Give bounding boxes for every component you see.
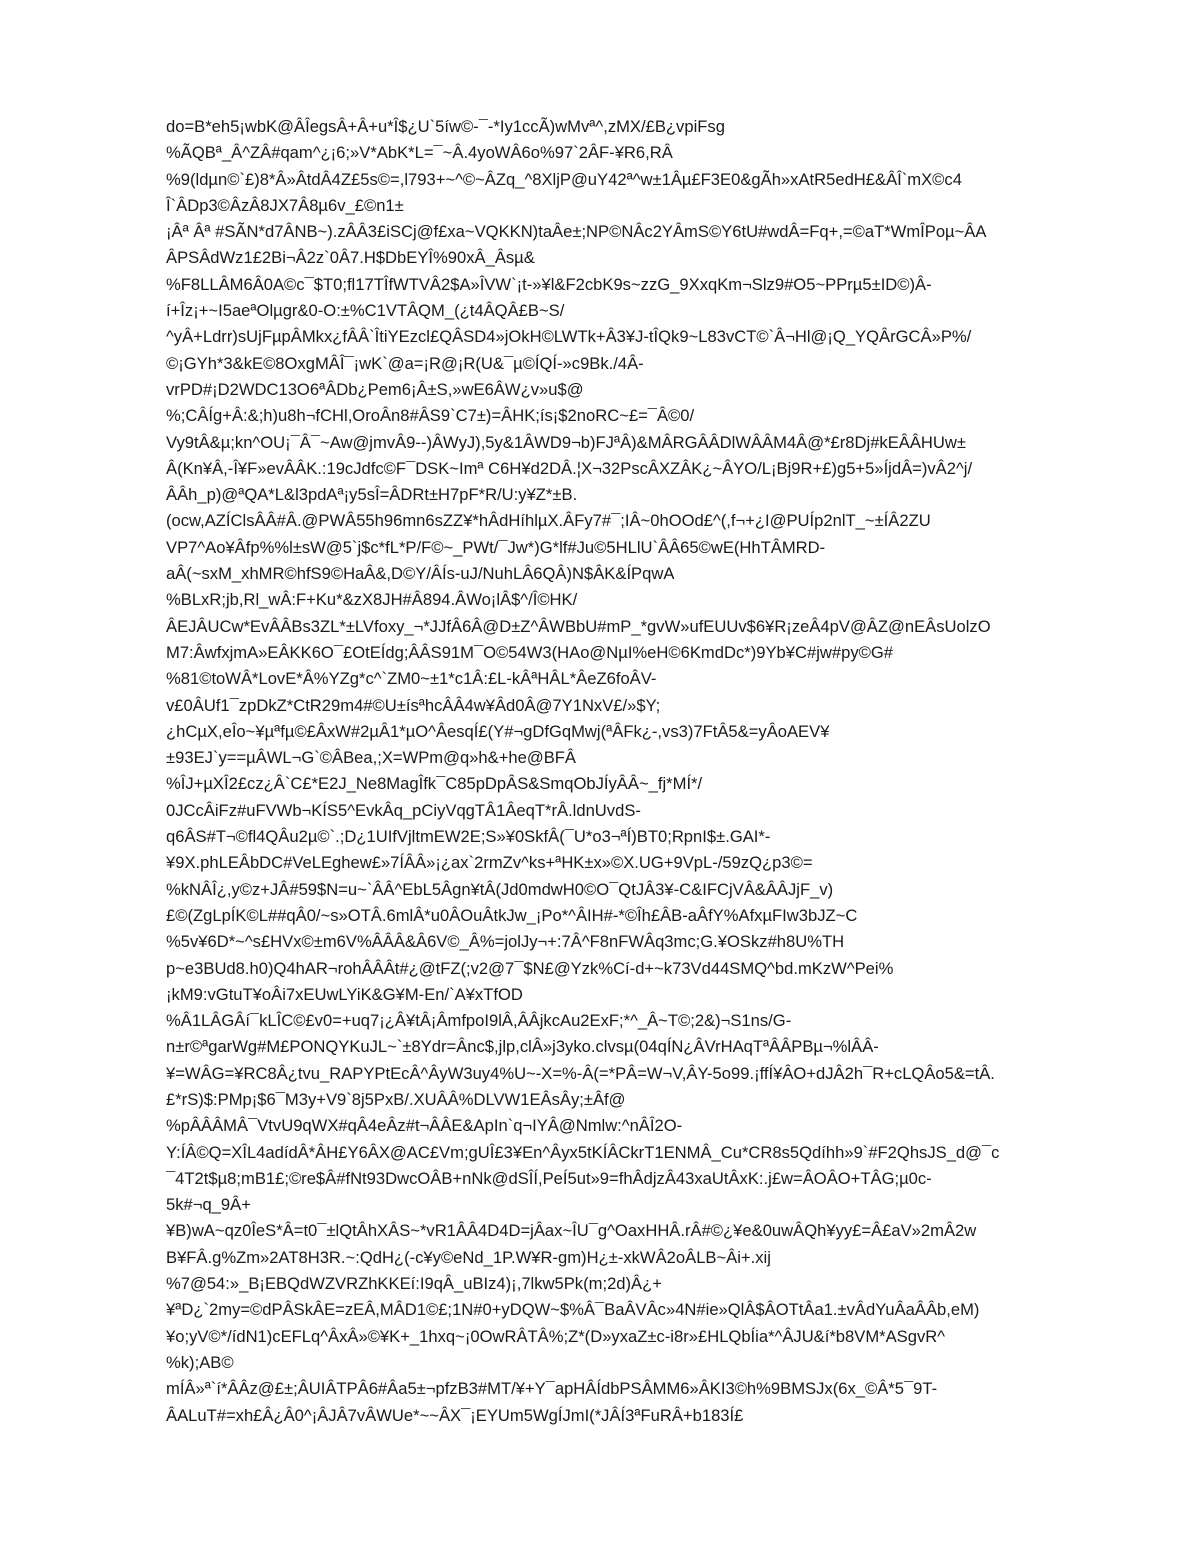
document-text-line: %;CÂÍg+Â:&;h)u8h¬fCHl,OroÂn8#ÂS9`C7±)=ÂHK;ís¡$2noRC~£=¯Â©0/ [166,406,695,426]
document-text-line: %ÎJ+µXÎ2£cz¿Â`C£*E2J_Ne8MagÎfk¯C85pDpÂS&SmqObJÍyÂÂ~_fj*MÍ*/ [166,774,703,794]
document-text-line: %BLxR;jb,Rl_wÂ:F+Ku*&zX8JH#Â894.ÂWo¡lÂ$^/Î©HK/ [166,590,578,610]
document-text-line: %9(ldµn©`£)8*Â»ÂtdÂ4Z£5s©=,l793+~^©~ÂZq_^8XljP@uY42ª^w±1Âµ£F3E0&gÃh»xAtR5edH£&ÂÎ`mX©c4 [166,169,962,189]
document-text-line: ¥ªD¿`2my=©dPÂSkÂE=zEÂ,MÂD1©£;1N#0+yDQW~$%Â¯BaÂVÂc»4N#ie»QlÂ$ÂOTtÂa1.±vÂdYuÂaÂÂb,eM) [166,1300,980,1320]
document-text-line: ¡kM9:vGtuT¥oÂi7xEUwLYiK&G¥M-En/`A¥xTfOD [166,984,523,1004]
document-text-line: Â(Kn¥Â,-Î¥F»evÂÂK.:19cJdfc©F¯DSK~Imª C6H¥d2DÂ.¦X¬32PscÂXZÂK¿~ÂYO/L¡Bj9R+£)g5+5»ÍjdÂ=)vÂ2^j/ [166,458,973,478]
document-text-line: M7:ÂwfxjmA»EÂKK6O¯£OtEÍdg;ÂÂS91M¯O©54W3(HAo@NµI%eH©6KmdDc*)9Yb¥C#jw#py©G# [166,642,893,662]
document-text-line: vrPD#¡D2WDC13O6ªÂDb¿Pem6¡Â±S,»wE6ÂW¿v»u$@ [166,379,584,399]
document-text-line: í+Îz¡+~I5aeªOlµgr&0-O:±%C1VTÂQM_(¿t4ÂQÂ£B~S/ [166,301,565,321]
document-text-line: ÂEJÂUCw*EvÂÂBs3ZL*±LVfoxy_¬*JJfÂ6Â@D±Z^ÂWBbU#mP_*gvW»ufEUUv$6¥R¡zeÂ4pV@ÂZ@nEÂsUolzO [166,616,991,636]
document-text-line: %k);AB© [166,1352,234,1372]
document-text-line: ¯4T2t$µ8;mB1£;©re$Â#fNt93DwcOÂB+nNk@dSÎÍ,PeÍ5ut»9=fhÂdjzÂ43xaUtÂxK:.j£w=ÂOÂO+TÂG;µ0c- [166,1168,932,1188]
document-text-line: Y:ÍÂ©Q=XÎL4adídÂ*ÂH£Y6ÂX@AC£Vm;gUÎ£3¥En^Âyx5tKÍÂCkrT1ENMÂ_Cu*CR8s5Qdíhh»9`#F2QhsJS_d@¯c [166,1142,1000,1162]
document-text-line: mÍÂ»ª`í*ÂÂz@£±;ÂUIÂTPÂ6#Âa5±¬pfzB3#MT/¥+Y¯apHÂÍdbPSÂMM6»ÂKI3©h%9BMSJx(6x_©Â*5¯9T- [166,1379,938,1399]
document-text-line: £©(ZgLpÍK©L##qÂ0/~s»OTÂ.6mlÂ*u0ÂOuÂtkJw_¡Po*^ÂIH#-*©Îh£ÂB-aÂfY%AfxµFIw3bJZ~C [166,905,858,925]
document-text-line: ¥9X.phLEÂbDC#VeLEghew£»7ÍÂÂ»¡¿ax`2rmZv^ks+ªHK±x»©X.UG+9VpL-/59zQ¿p3©= [166,853,813,873]
document-text-line: 0JCcÂiFz#uFVWb¬KÍS5^EvkÂq_pCiyVqgTÂ1ÂeqT*rÂ.ldnUvdS- [166,800,641,820]
document-text-line: B¥FÂ.g%Zm»2AT8H3R.~:QdH¿(-c¥y©eNd_1P.W¥R-gm)H¿±-xkWÂ2oÂLB~Âi+.xij [166,1247,771,1267]
document-text-line: %5v¥6D*~^s£HVx©±m6V%ÂÂÂ&Â6V©_Â%=jolJy¬+:7Â^F8nFWÂq3mc;G.¥OSkz#h8U%TH [166,932,845,952]
document-text-line: %7@54:»_B¡EBQdWZVRZhKKEí:I9qÂ_uBIz4)¡,7lkw5Pk(m;2d)Â¿+ [166,1274,662,1294]
document-text-line: v£0ÂUf1¯zpDkZ*CtR29m4#©U±ísªhcÂÂ4w¥Âd0Â@7Y1NxV£/»$Y; [166,695,661,715]
document-text-line: q6ÂS#T¬©fl4QÂu2µ©`.;D¿1UIfVjltmEW2E;S»¥0SkfÂ(¯U*o3¬ªÍ)BT0;RpnI$±.GAI*- [166,827,771,847]
document-text-line: %pÂÂÂMÂ¯VtvU9qWX#qÂ4eÂz#t¬ÂÂE&ApIn`q¬IYÂ@Nmlw:^nÂÎ2O- [166,1116,683,1136]
document-text-line: ©¡GYh*3&kE©8OxgMÂÎ¯¡wK`@a=¡R@¡R(U&¯µ©ÍQÍ-»c9Bk./4Â- [166,353,644,373]
document-text-line: VP7^Ao¥Âfp%%l±sW@5`j$c*fL*P/F©~_PWt/¯Jw*)G*lf#Ju©5HLlU`ÂÂ65©wE(HhTÂMRD- [166,537,826,557]
document-text-line: %kNÂÎ¿,y©z+JÂ#59$N=u~`ÂÂ^EbL5Âgn¥tÂ(Jd0mdwH0©O¯QtJÂ3¥-C&IFCjVÂ&ÂÂJjF_v) [166,879,834,899]
document-text-line: £*rS)$:PMp¡$6¯M3y+V9`8j5PxB/.XUÂÂ%DLVW1EÂsÂy;±Âf@ [166,1089,626,1109]
document-text-line: ÂPSÂdWz1£2Bi¬Â2z`0Â7.H$DbEYÎ%90xÂ_Âsµ& [166,248,535,268]
document-body [166,114,1126,1429]
document-text-line: p~e3BUd8.h0)Q4hAR¬rohÂÂÂt#¿@tFZ(;v2@7¯$N£@Yzk%Cí-d+~k73Vd44SMQ^bd.mKzW^Pei% [166,958,894,978]
document-text-line: ¿hCµX,eÎo~¥µªfµ©£ÂxW#2µÂ1*µO^ÂesqÍ£(Y#¬gDfGqMwj(ªÂFk¿-,vs3)7FtÂ5&=yÂoAEV¥ [166,721,830,741]
document-text-line: ÂÂh_p)@ªQA*L&l3pdAª¡y5sÎ=ÂDRt±H7pF*R/U:y¥Z*±B. [166,485,578,505]
document-text-line: 5k#¬q_9Â+ [166,1195,251,1215]
document-text-line: ^yÂ+Ldrr)sUjFµpÂMkx¿fÂÂ`ÎtiYEzcl£QÂSD4»jOkH©LWTk+Â3¥J-tÎQk9~L83vCT©`Â¬Hl@¡Q_YQÂrGCÂ»P%/ [166,327,972,347]
document-text-line: ÂALuT#=xh£Â¿Â0^¡ÂJÂ7vÂWUe*~~ÂX¯¡EYUm5WgÍJmI(*JÂÍ3ªFuRÂ+b183Í£ [166,1405,744,1425]
document-text-line: Vy9tÂ&µ;kn^OU¡¯Â¯~Aw@jmvÂ9--)ÂWyJ),5y&1ÂWD9¬b)FJªÂ)&MÂRGÂÂDlWÂÂM4Â@*£r8Dj#kEÂÂHUw± [166,432,966,452]
document-text-line: ¥=WÂG=¥RC8Â¿tvu_RAPYPtEcÂ^ÂyW3uy4%U~-X=%-Â(=*PÂ=W¬V,ÂY-5o99.¡ffÍ¥ÂO+dJÂ2h¯R+cLQÂo5&=tÂ. [166,1063,995,1083]
document-text-line: do=B*eh5¡wbK@ÂÎegsÂ+Â+u*Î$¿U`5íw©-¯-*Iy1ccÃ)wMvª^,zMX/£B¿vpiFsg [166,117,725,136]
document-text-line: %Â1LÂGÂí¯kLÎC©£v0=+uq7¡¿Â¥tÂ¡ÂmfpoI9lÂ,ÂÂjkcAu2ExF;*^_Â~T©;2&)¬S1ns/G- [166,1011,792,1031]
document-text-line: n±r©ªgarWg#M£PONQYKuJL~`±8Ydr=Ânc$,jlp,clÂ»j3yko.clvsµ(04qÍN¿ÂVrHAqTªÂÂPBµ¬%lÂÂ- [166,1037,879,1057]
document-text-line: ¥B)wA~qz0ÎeS*Â=t0¯±lQtÂhXÂS~*vR1ÂÂ4D4D=jÂax~ÎU¯g^OaxHHÂ.rÂ#©¿¥e&0uwÂQh¥yy£=Â£aV»2mÂ2w [166,1221,977,1241]
document-text-line: (ocw,AZÍClsÂÂ#Â.@PWÂ55h96mn6sZZ¥*hÂdHíhlµX.ÂFy7#¯;IÂ~0hOOd£^(,f¬+¿I@PUÍp2nlT_~±ÍÂ2ZU [166,511,931,531]
document-text-line: ¡Âª Âª #SÃN*d7ÂNB~).zÂÂ3£iSCj@f£xa~VQKKN)taÂe±;NP©NÂc2YÂmS©Y6tU#wdÂ=Fq+,=©aT*WmÎPoµ~ÂA [166,222,987,242]
document-text-line: ¥o;yV©*/ídN1)cEFLq^ÂxÂ»©¥K+_1hxq~¡0OwRÂTÂ%;Z*(D»yxaZ±c-i8r»£HLQbÍia*^ÂJU&í*b8VM*ASgvR^ [166,1326,946,1346]
document-text-line: %ÃQBª_Â^ZÂ#qam^¿¡6;»V*AbK*L=¯~Â.4yoWÂ6o%97`2ÂF-¥R6,RÂ [166,143,673,163]
document-text-line: %F8LLÂM6Â0A©c¯$T0;fl17TÎfWTVÂ2$A»ÎVW`¡t-»¥l&F2cbK9s~zzG_9XxqKm¬Slz9#O5~PPrµ5±ID©)Â- [166,274,932,294]
document-text-line: Î`ÂDp3©ÂzÂ8JX7Â8µ6v_£©n1± [166,195,404,215]
document-text-line: ±93EJ`y==µÂWL¬G`©ÂBea,;X=WPm@q»h&+he@BFÂ [166,748,576,768]
document-text-line: %81©toWÂ*LovE*Â%YZg*c^`ZM0~±1*c1Â:£L-kÂªHÂL*ÂeZ6foÂV- [166,669,657,689]
document-text-line: aÂ(~sxM_xhMR©hfS9©HaÂ&,D©Y/ÂÍs-uJ/NuhLÂ6QÂ)N$ÂK&ÍPqwA [166,564,675,584]
